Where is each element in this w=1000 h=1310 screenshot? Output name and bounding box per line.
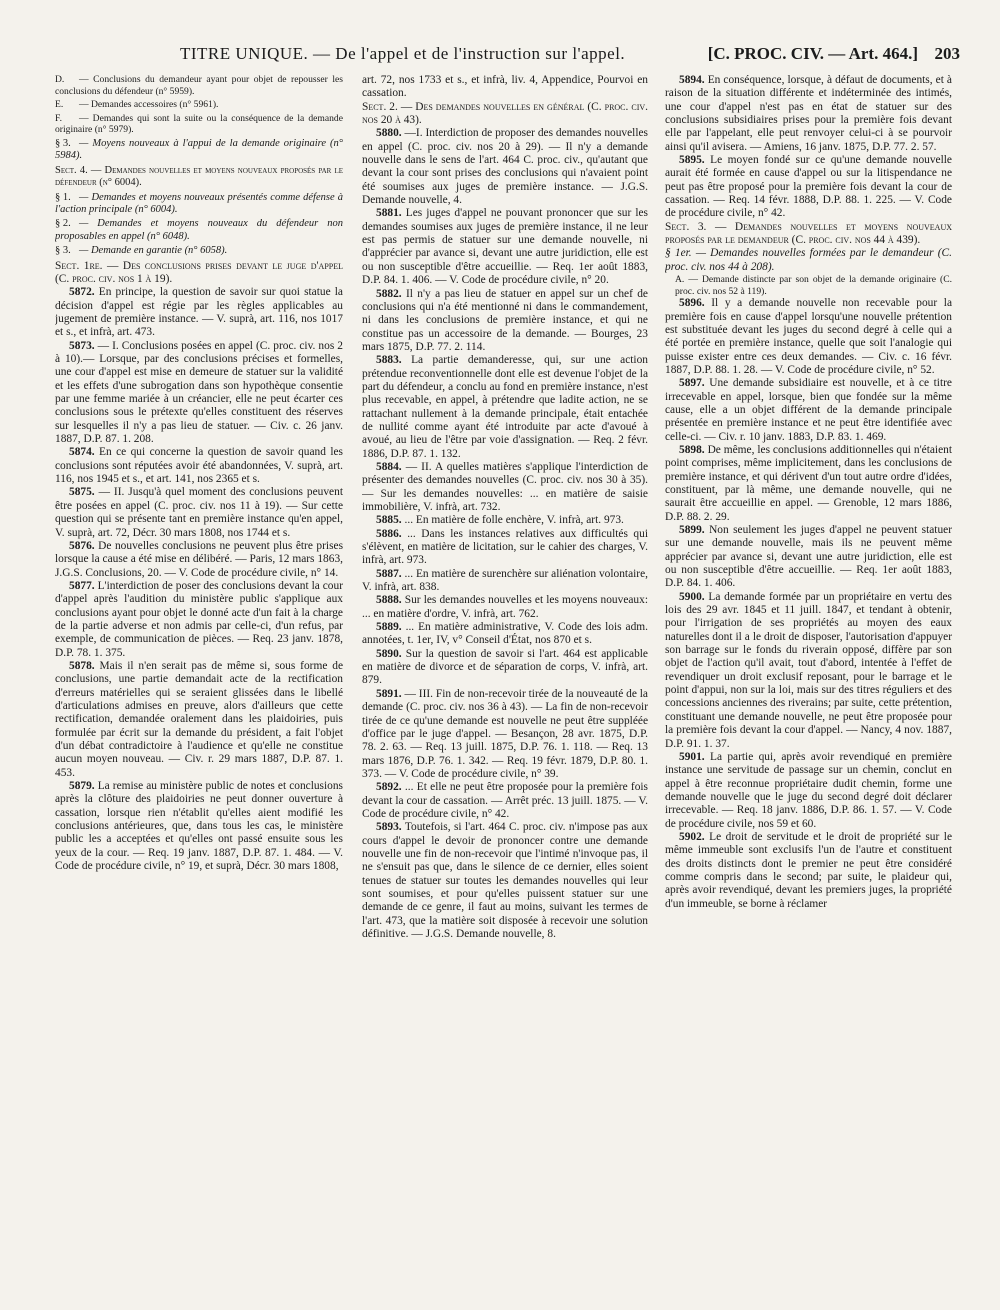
paragraph: 5902. Le droit de servitude et le droit de propriété sur le même immeuble sont exclusifs l'un de l'autre et constituent des droits distincts dont le premier ne peut être considéré comme compris dans le second; par suite, le plaideur qui, après avoir revendiqué, devant les premiers juges, la propriété d'un immeuble, se borne à réclamer	[665, 830, 952, 910]
paragraph: 5901. La partie qui, après avoir revendiqué en première instance une servitude de passage sur un chemin, conclut en appel à être reconnue propriétaire dudit chemin, forme une demande nouvelle que le juge du second degré doit déclarer irrecevable. — Req. 18 janv. 1886, D.P. 86. 1. 57. — V. Code de procédure civile, nos 59 et 60.	[665, 750, 952, 830]
paragraph: 5898. De même, les conclusions additionnelles qui n'étaient point comprises, même implicitement, dans les conclusions de première instance, et qui dérivent d'un tout autre ordre d'idées, constituent, par là même, une demande nouvelle, qui ne saurait être accueillie en appel. — Grenoble, 12 mars 1886, D.P. 88. 2. 29.	[665, 443, 952, 523]
paragraph: 5897. Une demande subsidiaire est nouvelle, et à ce titre irrecevable en appel, lorsque, bien que fondée sur la même cause, elle a un objet différent de la demande principale présentée en première instance et ne peut être identifiée avec celle-ci. — Civ. r. 10 janv. 1883, D.P. 83. 1. 469.	[665, 377, 952, 443]
paragraph: 5892. ... Et elle ne peut être proposée pour la première fois devant la cour de cassation. — Arrêt préc. 13 juill. 1875. — V. Code de procédure civile, n° 42.	[362, 781, 648, 820]
running-title: TITRE UNIQUE. — De l'appel et de l'instruction sur l'appel.	[180, 44, 626, 63]
paragraph: 5888. Sur les demandes nouvelles et les moyens nouveaux: ... en matière d'ordre, V. infrà, art. 762.	[362, 594, 648, 620]
code-reference: [C. PROC. CIV. — Art. 464.]	[707, 44, 918, 63]
paragraph: 5882. Il n'y a pas lieu de statuer en appel sur un chef de conclusions qui n'a été mentionné ni dans le commandement, ni dans les conclusions de première instance, et qui ne constitue pas un accessoire de la demande. — Bourges, 23 mars 1875, D.P. 77. 2. 114.	[362, 287, 648, 353]
paragraph: 5886. ... Dans les instances relatives aux difficultés qui s'élèvent, en matière de licitation, sur le cahier des charges, V. infrà, art. 973.	[362, 527, 648, 567]
continued-text: art. 72, nos 1733 et s., et infrà, liv. 4, Appendice, Pourvoi en cassation.	[362, 74, 648, 100]
paragraph: 5890. Sur la question de savoir si l'art. 464 est applicable en matière de divorce et de séparation de corps, V. infrà, art. 879.	[362, 647, 648, 687]
page-header	[40, 40, 960, 70]
column-3	[665, 74, 952, 1299]
paragraph: 5891. — III. Fin de non-recevoir tirée de la nouveauté de la demande (C. proc. civ. nos 36 à 43). — La fin de non-recevoir tirée de ce qu'une demande est nouvelle ne peut être suppléée d'office par le juge d'appel. — Besançon, 28 avr. 1875, D.P. 78. 2. 63. — Req. 13 juill. 1875, D.P. 76. 1. 118. — Req. 13 mars 1876, D.P. 76. 1. 342. — Req. 19 févr. 1879, D.P. 80. 1. 373. — V. Code de procédure civile, n° 39.	[362, 687, 648, 780]
paragraph: 5873. — I. Conclusions posées en appel (C. proc. civ. nos 2 à 10).— Lorsque, par des conclusions précises et formelles, une cour d'appel est mise en demeure de statuer sur la validité et les effets d'une subrogation dans son hypothèque consentie par une femme mariée à un créancier, elle ne peut écarter ces conclusions sous le prétexte qu'elles constituent des réserves sur lesquelles il n'y a pas lieu de statuer. — Civ. c. 26 janv. 1887, D.P. 87. 1. 208.	[55, 339, 343, 446]
toc-item: § 3. — Moyens nouveaux à l'appui de la demande originaire (n° 5984).	[55, 137, 343, 162]
toc-item: E. — Demandes accessoires (n° 5961).	[55, 99, 219, 111]
paragraph: 5885. ... En matière de folle enchère, V. infrà, art. 973.	[376, 514, 624, 527]
toc-item: Sect. 4. — Demandes nouvelles et moyens nouveaux proposés par le défendeur (n° 6004).	[55, 164, 343, 189]
paragraph: 5872. En principe, la question de savoir sur quoi statue la décision d'appel est régie par les règles applicables au jugement de première instance. — V. suprà, art. 116, nos 1017 et s., et infrà, art. 473.	[55, 286, 343, 339]
column-1	[55, 74, 343, 1299]
subsection-heading: § 1er. — Demandes nouvelles formées par le demandeur (C. proc. civ. nos 44 à 208).	[665, 247, 952, 273]
paragraph: 5899. Non seulement les juges d'appel ne peuvent statuer sur une demande nouvelle, mais ils ne peuvent même apprécier par avance si, devant une autre juridiction, elle est ou non susceptible d'être accueillie. — Req. 1er août 1883, D.P. 84. 1. 406.	[665, 524, 952, 590]
paragraph: 5883. La partie demanderesse, qui, sur une action prétendue reconventionnelle dont elle est devenue l'objet de la part du défendeur, a conclu au fond en première instance, n'est plus recevable, en appel, à prétendre que ladite action, ne se rattachant nullement à la demande principale, était entachée de nullité comme ayant été introduite par acte d'avoué à avoué, au lieu de l'être par voie d'assignation. — Req. 2 févr. 1886, D.P. 87. 1. 132.	[362, 354, 648, 460]
paragraph: 5889. ... En matière administrative, V. Code des lois adm. annotées, t. 1er, IV, v° Conseil d'État, nos 870 et s.	[362, 621, 648, 647]
sub-note: A. — Demande distincte par son objet de la demande originaire (C. proc. civ. nos 52 à 119).	[675, 274, 952, 297]
paragraph: 5884. — II. A quelles matières s'applique l'interdiction de présenter des demandes nouvelles (C. proc. civ. nos 30 à 35). — Sur les demandes nouvelles: ... en matière de saisie immobilière, V. infrà, art. 732.	[362, 460, 648, 513]
paragraph: 5875. — II. Jusqu'à quel moment des conclusions peuvent être posées en appel (C. proc. civ. nos 11 à 19). — Sur cette question qui se présente tant en première instance qu'en appel, V. suprà, art. 72, Décr. 30 mars 1808, nos 1744 et s.	[55, 486, 343, 539]
paragraph: 5879. La remise au ministère public de notes et conclusions après la clôture des plaidoiries ne peut donner ouverture à cassation, lorsque rien n'établit qu'elles aient modifié les conclusions antérieures, que, dans tous les cas, le ministère public les a acceptées et qu'elles ont passé ensuite sous les yeux de la cour. — Req. 19 janv. 1887, D.P. 87. 1. 484. — V. Code de procédure civile, n° 19, et suprà, Décr. 30 mars 1808,	[55, 780, 343, 873]
paragraph: 5876. De nouvelles conclusions ne peuvent plus être prises lorsque la cause a été mise en délibéré. — Paris, 12 mars 1863, J.G.S. Conclusions, 20. — V. Code de procédure civile, n° 14.	[55, 539, 343, 579]
paragraph: 5893. Toutefois, si l'art. 464 C. proc. civ. n'impose pas aux cours d'appel le devoir de prononcer contre une demande nouvelle une fin de non-recevoir que l'intimé n'invoque pas, il ne s'ensuit pas que, dans le silence de ce dernier, elles soient tenues de statuer sur toutes les demandes nouvelles qui leur sont soumises, et pour qu'elles puissent statuer sur une demande de ce genre, il faut au moins, suivant les termes de l'art. 473, que la matière soit disposée à recevoir une solution définitive. — J.G.S. Demande nouvelle, 8.	[362, 821, 648, 940]
toc-item: § 1. — Demandes et moyens nouveaux présentés comme défense à l'action principale (n° 6004).	[55, 191, 343, 215]
paragraph: 5877. L'interdiction de poser des conclusions devant la cour d'appel après l'audition du ministère public s'applique aux conclusions ayant pour objet le donné acte d'un fait à la charge de la partie adverse et non admis par celle-ci, d'un refus, par exemple, de communication de pièces. — Req. 23 janv. 1878, D.P. 78. 1. 375.	[55, 579, 343, 659]
paragraph: 5900. La demande formée par un propriétaire en vertu des lois des 29 avr. 1845 et 11 juill. 1847, et tendant à obtenir, pour l'irrigation de ses propriétés au moyen des eaux naturelles dont il a le droit de disposer, l'autorisation d'appuyer son barrage sur le fonds du riverain opposé, diffère par son objet de l'action qu'il avait, tout d'abord, intentée à l'effet de revendiquer un droit exclusif reposant, pour le barrage et le point d'appui, non sur la loi, mais sur des titres réguliers et des concessions anciennes des riverains; par suite, cette prétention, constituant une demande nouvelle, ne peut être proposée pour la première fois devant la cour d'appel. — Nancy, 4 nov. 1887, D.P. 91. 1. 37.	[665, 590, 952, 750]
toc-item: § 2. — Demandes et moyens nouveaux du défendeur non proposables en appel (n° 6048).	[55, 218, 343, 242]
paragraph: 5878. Mais il n'en serait pas de même si, sous forme de conclusions, une partie demandait acte de la rectification d'erreurs matérielles qui se seraient glissées dans le libellé d'articulations admises en preuve, alors d'ailleurs que cette rectification, demandée oralement dans les plaidoiries, puis formulée par écrit sur la demande du président, a fait l'objet d'un débat contradictoire à l'audience et qu'elle ne constitue aucun moyen nouveau. — Civ. r. 29 mars 1887, D.P. 87. 1. 453.	[55, 659, 343, 779]
paragraph: 5874. En ce qui concerne la question de savoir quand les conclusions sont réputées avoir été abandonnées, V. suprà, art. 116, nos 1945 et s., et art. 141, nos 2365 et s.	[55, 446, 343, 486]
toc-item: D. — Conclusions du demandeur ayant pour objet de repousser les conclusions du défendeur (n° 5959).	[55, 74, 343, 97]
toc-list	[55, 74, 343, 258]
section-heading: Sect. 2. — Des demandes nouvelles en général (C. proc. civ. nos 20 à 43).	[362, 100, 648, 127]
paragraph: 5894. En conséquence, lorsque, à défaut de documents, et à raison de la situation différente et indéterminée des intimés, une cour d'appel n'est pas en état de statuer sur des conclusions subsidiaires prises pour la première fois devant elle par l'appelant, elle peut renvoyer celui-ci à se pourvoir ainsi qu'il avisera. — Amiens, 16 janv. 1875, D.P. 77. 2. 57.	[665, 74, 952, 153]
paragraph: 5895. Le moyen fondé sur ce qu'une demande nouvelle aurait été formée en cause d'appel ou sur la litispendance ne peut pas être proposé pour la première fois devant la cour de cassation. — Req. 14 févr. 1888, D.P. 88. 1. 225. — V. Code de procédure civile, n° 42.	[665, 154, 952, 220]
toc-item: F. — Demandes qui sont la suite ou la conséquence de la demande originaire (n° 5979).	[55, 112, 343, 136]
column-2	[362, 74, 648, 1299]
paragraph: 5881. Les juges d'appel ne pouvant prononcer que sur les demandes soumises aux juges de première instance, il ne leur est pas permis de statuer sur une demande nouvelle, ni d'apprécier par avance si, devant une autre juridiction, elle est ou non susceptible d'être accueillie. — Req. 1er août 1883, D.P. 84. 1. 406. — V. Code de procédure civile, n° 20.	[362, 207, 648, 287]
paragraph: 5896. Il y a demande nouvelle non recevable pour la première fois en cause d'appel lorsqu'une nouvelle prétention est substituée devant les juges du second degré à celle qui a été portée en première instance, quelle que soit l'analogie qui puisse exister entre ces deux demandes. — Civ. c. 16 févr. 1887, D.P. 88. 1. 28. — V. Code de procédure civile, n° 52.	[665, 297, 952, 376]
page-number: 203	[934, 44, 960, 63]
paragraph: 5880. —I. Interdiction de proposer des demandes nouvelles en appel (C. proc. civ. nos 20 à 29). — Il n'y a demande nouvelle dans le sens de l'art. 464 C. proc. civ., qu'autant que devant la cour sont prises des conclusions qui n'avaient point été soumises aux juges de première instance. — J.G.S. Demande nouvelle, 4.	[362, 127, 648, 207]
toc-item: § 3. — Demande en garantie (n° 6058).	[55, 245, 228, 257]
section-heading: Sect. 1re. — Des conclusions prises devant le juge d'appel (C. proc. civ. nos 1 à 19).	[55, 259, 343, 285]
paragraph: 5887. ... En matière de surenchère sur aliénation volontaire, V. infrà, art. 838.	[362, 567, 648, 594]
section-heading: Sect. 3. — Demandes nouvelles et moyens nouveaux proposés par le demandeur (C. proc. civ. nos 44 à 439).	[665, 220, 952, 247]
